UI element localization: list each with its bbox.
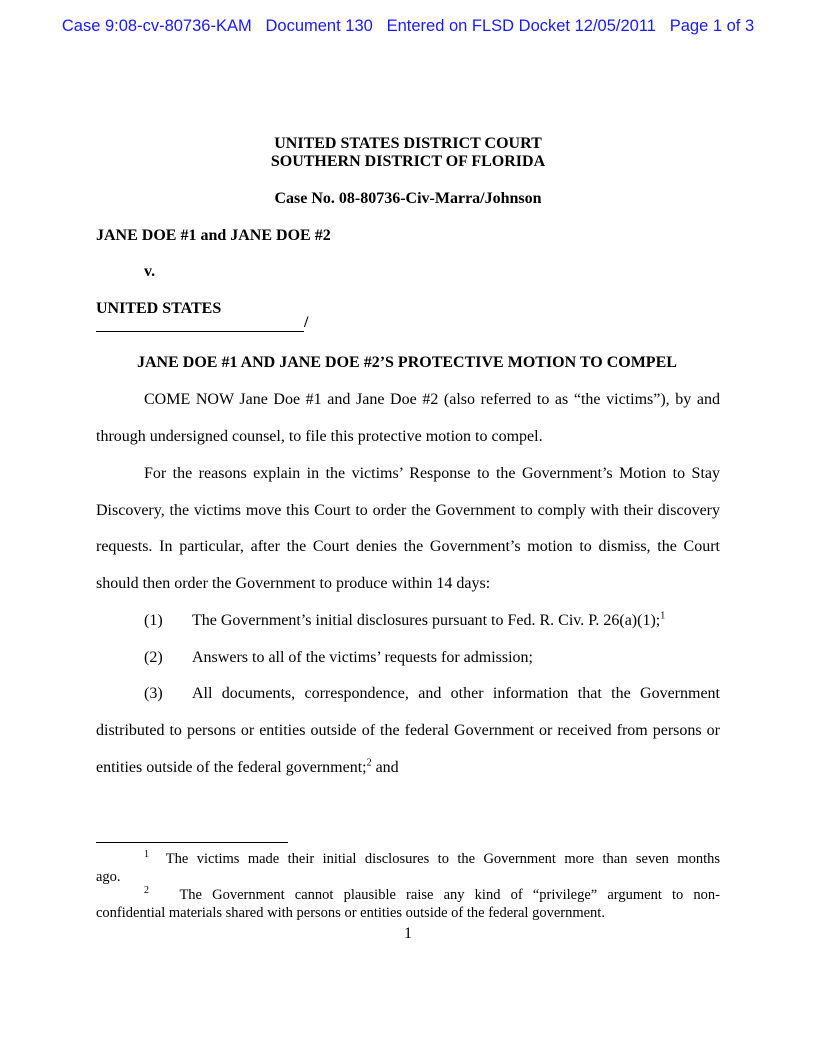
footnote-1-line1: 1 The victims made their initial disclosures to the Government more than seven months — [144, 849, 720, 867]
item-text: The Government’s initial disclosures pursuant to Fed. R. Civ. P. 26(a)(1); — [192, 612, 661, 629]
list-item — [96, 612, 720, 630]
para2-line4: should then order the Government to produce within 14 days: — [96, 575, 491, 592]
footnote-2 — [96, 886, 720, 922]
item-text: Answers to all of the victims’ requests for admission; — [192, 649, 533, 666]
footnote-2-line2: confidential materials shared with persons or entities outside of the federal government. — [96, 905, 605, 921]
caption-signature-rule — [96, 314, 308, 332]
stamp-document-number: Document 130 — [265, 17, 373, 35]
item-number: (3) — [144, 685, 163, 702]
case-number: Case No. 08-80736-Civ-Marra/Johnson — [274, 190, 542, 207]
page-number: 1 — [404, 925, 412, 942]
court-district: SOUTHERN DISTRICT OF FLORIDA — [270, 153, 546, 170]
item-text: All documents, correspondence, and other information that the Government — [192, 685, 720, 702]
stamp-case-number: Case 9:08-cv-80736-KAM — [61, 17, 252, 35]
stamp-entered-date: Entered on FLSD Docket 12/05/2011 — [386, 17, 656, 35]
item3-line2: distributed to persons or entities outside of the federal Government or received from persons or — [96, 722, 720, 739]
para2-line2: Discovery, the victims move this Court to order the Government to comply with their discovery — [96, 502, 720, 519]
caption-rule-line — [96, 314, 304, 332]
footnote-1-text: The victims made their initial disclosures to the Government more than seven months — [165, 851, 720, 867]
stamp-page-count: Page 1 of 3 — [669, 17, 755, 35]
list-item — [96, 685, 720, 703]
para1-line2: through undersigned counsel, to file this protective motion to compel. — [96, 428, 543, 445]
caption-defendant: UNITED STATES — [96, 300, 222, 317]
court-name: UNITED STATES DISTRICT COURT — [274, 135, 542, 152]
item3-line3 — [96, 759, 720, 777]
para2-line3: requests. In particular, after the Court denies the Government’s motion to dismiss, the Court — [96, 538, 720, 555]
item-number: (1) — [144, 612, 163, 629]
list-item — [96, 649, 720, 667]
footnote-ref-2: 2 — [366, 757, 372, 769]
item3-line3-text: entities outside of the federal government; — [96, 759, 367, 776]
footnote-1 — [96, 850, 720, 886]
item-number: (2) — [144, 649, 163, 666]
para2-line1: For the reasons explain in the victims’ Response to the Government’s Motion to Stay — [144, 465, 720, 482]
item3-line3-after: and — [371, 759, 399, 776]
footnote-2-line1: 2 The Government cannot plausible raise any kind of “privilege” argument to non- — [144, 885, 721, 903]
footnote-divider — [96, 842, 288, 843]
caption-slash: / — [304, 314, 309, 331]
para1-line1: COME NOW Jane Doe #1 and Jane Doe #2 (also referred to as “the victims”), by and — [144, 391, 720, 408]
caption-versus: v. — [144, 263, 156, 280]
footnote-1-line2: ago. — [96, 869, 121, 885]
docket-header-stamp — [0, 17, 816, 36]
caption-plaintiffs: JANE DOE #1 and JANE DOE #2 — [96, 227, 331, 244]
footnote-ref-1: 1 — [660, 610, 666, 622]
motion-title: JANE DOE #1 AND JANE DOE #2’S PROTECTIVE MOTION TO COMPEL — [137, 354, 677, 371]
footnote-2-text: The Government cannot plausible raise any kind of “privilege” argument to non- — [179, 887, 721, 903]
